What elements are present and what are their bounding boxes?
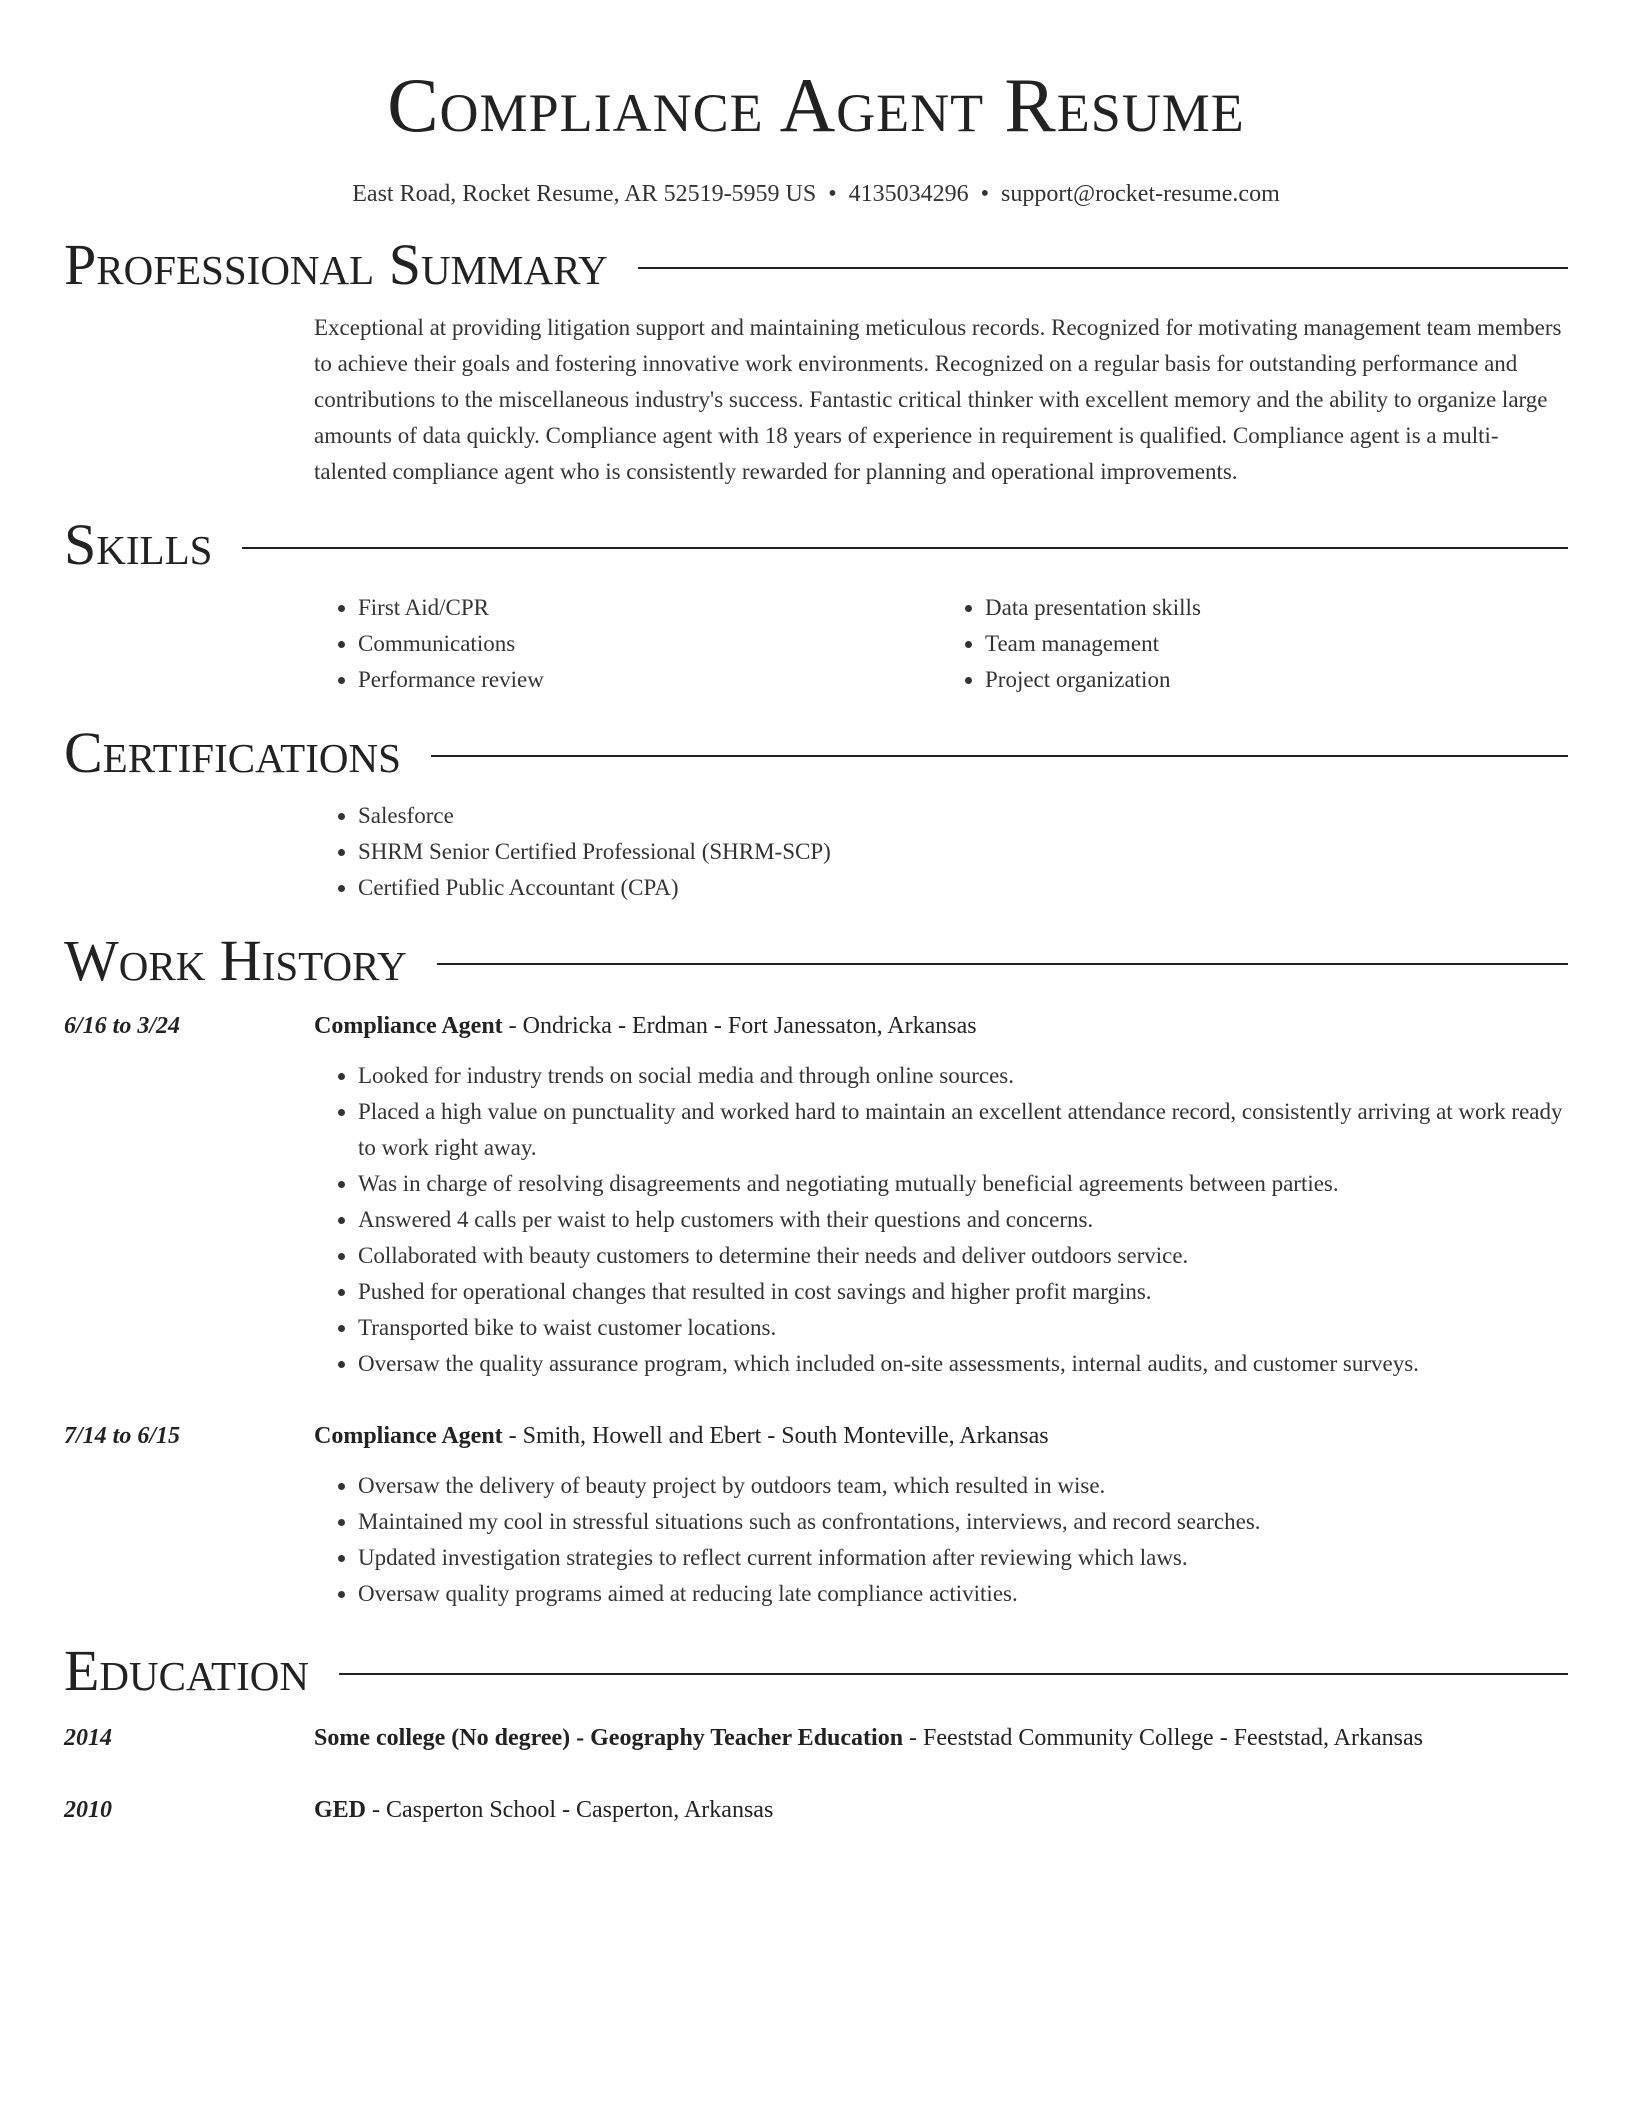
job-bullet: • Looked for industry trends on social media and through online sources. <box>358 1058 1568 1094</box>
job-bullet: • Placed a high value on punctuality and worked hard to maintain an excellent attendance record, consistently arriving at work ready to work right away. <box>358 1094 1568 1166</box>
work-history-heading <box>64 928 1568 994</box>
section-title-certifications: Certifications <box>64 720 401 785</box>
job-bullet: • Oversaw the quality assurance program, which included on-site assessments, internal audits, and customer surveys. <box>358 1346 1568 1382</box>
job-dates: 7/14 to 6/15 <box>64 1423 181 1449</box>
education-line <box>314 1720 1568 1756</box>
job-header <box>64 1008 1568 1044</box>
job-role: Compliance Agent <box>314 1013 503 1039</box>
job-employer: - Smith, Howell and Ebert - South Monteville, Arkansas <box>502 1423 1049 1449</box>
job-bullet-list <box>314 1468 1568 1612</box>
contact-separator: • <box>980 181 990 207</box>
job-bullet-list <box>314 1058 1568 1382</box>
job-bullet: • Answered 4 calls per waist to help customers with their questions and concerns. <box>358 1202 1568 1238</box>
job-bullet: • Maintained my cool in stressful situations such as confrontations, interviews, and record searches. <box>358 1504 1568 1540</box>
section-title-work-history: Work History <box>64 928 407 993</box>
job-bullets <box>314 1468 1568 1612</box>
contact-phone: 4135034296 <box>848 181 969 207</box>
job-bullets <box>314 1058 1568 1382</box>
section-title-summary: Professional Summary <box>64 232 608 297</box>
work-history-section <box>64 928 1568 1612</box>
section-divider <box>339 1673 1568 1675</box>
summary-heading <box>64 232 1568 298</box>
resume-page <box>64 0 1568 1828</box>
section-divider <box>437 963 1568 965</box>
section-divider <box>638 267 1568 269</box>
contact-email: support@rocket-resume.com <box>1001 181 1280 207</box>
resume-title: Compliance Agent Resume <box>387 62 1245 148</box>
certifications-bullets <box>314 798 1568 906</box>
job-bullet: • Updated investigation strategies to reflect current information after reviewing which laws. <box>358 1540 1568 1576</box>
section-divider <box>242 547 1568 549</box>
job-bullet: • Oversaw quality programs aimed at reducing late compliance activities. <box>358 1576 1568 1612</box>
education-year: 2010 <box>64 1797 112 1823</box>
skills-list-right <box>941 590 1568 698</box>
job-bullet: • Oversaw the delivery of beauty project by outdoors team, which resulted in wise. <box>358 1468 1568 1504</box>
section-divider <box>431 755 1568 757</box>
job-entry <box>64 1008 1568 1382</box>
education-heading <box>64 1638 1568 1704</box>
certifications-section <box>64 720 1568 906</box>
certification-item: • Certified Public Accountant (CPA) <box>358 870 1568 906</box>
skill-item: • Project organization <box>985 662 1568 698</box>
education-year: 2014 <box>64 1725 112 1751</box>
skill-item: • Team management <box>985 626 1568 662</box>
job-entry <box>64 1418 1568 1612</box>
contact-line <box>64 178 1568 210</box>
skill-item: • Data presentation skills <box>985 590 1568 626</box>
certifications-list <box>314 798 1568 906</box>
certifications-heading <box>64 720 1568 786</box>
summary-text: Exceptional at providing litigation support and maintaining meticulous records. Recognized for motivating management team members to achieve their goals and fostering innovative work environments. Recognized on a regular basis for outstanding performance and contributions to the miscellaneous industry's success. Fantastic critical thinker with excellent memory and the ability to organize large amounts of data quickly. Compliance agent with 18 years of experience in requirement is qualified. Compliance agent is a multi-talented compliance agent who is consistently rewarded for planning and operational improvements. <box>314 315 1562 484</box>
skills-section <box>64 512 1568 698</box>
education-line <box>314 1792 1568 1828</box>
section-title-education: Education <box>64 1638 309 1703</box>
education-degree: Some college (No degree) - Geography Teacher Education <box>314 1725 904 1751</box>
education-entry <box>64 1720 1568 1756</box>
education-degree: GED <box>314 1797 367 1823</box>
contact-separator: • <box>828 181 837 207</box>
job-title-line <box>314 1008 1568 1044</box>
job-employer: - Ondricka - Erdman - Fort Janessaton, Arkansas <box>502 1013 977 1039</box>
summary-section <box>64 232 1568 490</box>
job-title-line <box>314 1418 1568 1454</box>
education-school: - Casperton School - Casperton, Arkansas <box>366 1797 774 1823</box>
job-bullet: • Transported bike to waist customer locations. <box>358 1310 1568 1346</box>
education-entry <box>64 1792 1568 1828</box>
contact-address: East Road, Rocket Resume, AR 52519-5959 US <box>352 181 817 207</box>
skill-item: • First Aid/CPR <box>358 590 941 626</box>
skills-heading <box>64 512 1568 578</box>
education-section <box>64 1638 1568 1828</box>
section-title-skills: Skills <box>64 512 213 577</box>
job-bullet: • Collaborated with beauty customers to determine their needs and deliver outdoors service. <box>358 1238 1568 1274</box>
skills-list-left <box>314 590 941 698</box>
certification-item: • Salesforce <box>358 798 1568 834</box>
education-school: - Feeststad Community College - Feeststad, Arkansas <box>903 1725 1423 1751</box>
job-bullet: • Pushed for operational changes that resulted in cost savings and higher profit margins. <box>358 1274 1568 1310</box>
job-dates: 6/16 to 3/24 <box>64 1013 181 1039</box>
skills-columns <box>314 590 1568 698</box>
skill-item: • Communications <box>358 626 941 662</box>
job-bullet: • Was in charge of resolving disagreements and negotiating mutually beneficial agreements between parties. <box>358 1166 1568 1202</box>
job-header <box>64 1418 1568 1454</box>
certification-item: • SHRM Senior Certified Professional (SHRM-SCP) <box>358 834 1568 870</box>
job-role: Compliance Agent <box>314 1423 503 1449</box>
skill-item: • Performance review <box>358 662 941 698</box>
